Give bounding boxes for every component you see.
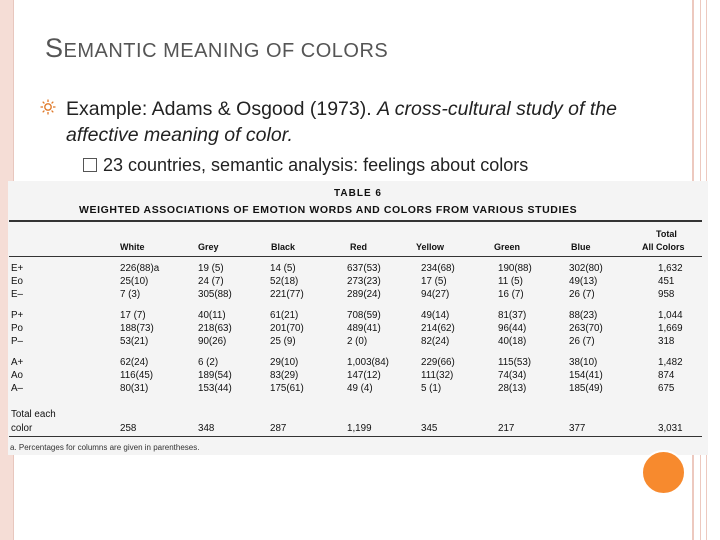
table-cell: 1,669 xyxy=(658,323,683,334)
table-cell: 29(10) xyxy=(270,357,299,368)
table-rule xyxy=(9,256,702,257)
row-label: A– xyxy=(11,383,23,394)
table-cell: 637(53) xyxy=(347,263,381,274)
header-total: Total xyxy=(656,229,677,239)
row-label: P+ xyxy=(11,310,24,321)
checkbox-bullet-icon xyxy=(83,158,97,172)
table-cell: 226(88)a xyxy=(120,263,160,274)
table-cell: 190(88) xyxy=(498,263,532,274)
table-cell: 17 (5) xyxy=(421,276,447,287)
header-white: White xyxy=(120,242,145,252)
total-cell: 217 xyxy=(498,423,515,434)
table-cell: 61(21) xyxy=(270,310,299,321)
table-cell: 218(63) xyxy=(198,323,232,334)
table-cell: 214(62) xyxy=(421,323,455,334)
table-cell: 53(21) xyxy=(120,336,149,347)
table-cell: 49 (4) xyxy=(347,383,373,394)
sub-bullet-text: 23 countries, semantic analysis: feelings about colors xyxy=(103,155,529,175)
row-label: P– xyxy=(11,336,23,347)
table-cell: 305(88) xyxy=(198,289,232,300)
table-cell: 38(10) xyxy=(569,357,598,368)
table-cell: 96(44) xyxy=(498,323,527,334)
table-number: TABLE 6 xyxy=(334,188,382,199)
table-cell: 5 (1) xyxy=(421,383,442,394)
total-label: Total each xyxy=(11,409,56,420)
table-cell: 2 (0) xyxy=(347,336,368,347)
total-cell: 258 xyxy=(120,423,137,434)
table-cell: 90(26) xyxy=(198,336,227,347)
table-cell: 115(53) xyxy=(498,357,532,368)
table-cell: 28(13) xyxy=(498,383,527,394)
table-cell: 708(59) xyxy=(347,310,381,321)
table-rule xyxy=(9,221,702,222)
table-cell: 273(23) xyxy=(347,276,381,287)
table-image xyxy=(8,181,708,455)
slide-title xyxy=(45,33,388,64)
table-cell: 874 xyxy=(658,370,675,381)
title-rest: EMANTIC MEANING OF COLORS xyxy=(63,40,389,62)
table-cell: 26 (7) xyxy=(569,289,595,300)
total-label-color: color xyxy=(11,423,33,434)
table-cell: 81(37) xyxy=(498,310,527,321)
table-cell: 229(66) xyxy=(421,357,455,368)
total-cell: 287 xyxy=(270,423,287,434)
header-yellow: Yellow xyxy=(416,242,445,252)
table-cell: 318 xyxy=(658,336,675,347)
row-label: E+ xyxy=(11,263,24,274)
header-black: Black xyxy=(271,242,296,252)
table-footnote: a. Percentages for columns are given in parentheses. xyxy=(10,443,200,452)
table-cell: 189(54) xyxy=(198,370,232,381)
table-cell: 94(27) xyxy=(421,289,450,300)
table-cell: 83(29) xyxy=(270,370,299,381)
header-blue: Blue xyxy=(571,242,591,252)
table-cell: 221(77) xyxy=(270,289,304,300)
table-cell: 6 (2) xyxy=(198,357,219,368)
table-cell: 289(24) xyxy=(347,289,381,300)
table-cell: 175(61) xyxy=(270,383,304,394)
table-cell: 80(31) xyxy=(120,383,149,394)
table-cell: 25 (9) xyxy=(270,336,296,347)
table-cell: 19 (5) xyxy=(198,263,224,274)
bullet-text xyxy=(66,96,646,148)
table-cell: 451 xyxy=(658,276,675,287)
table-cell: 40(18) xyxy=(498,336,527,347)
row-label: Ao xyxy=(11,370,23,381)
table-cell: 489(41) xyxy=(347,323,381,334)
bullet-study-title: A cross-cultural study of the affective meaning of color. xyxy=(66,98,617,146)
table-cell: 188(73) xyxy=(120,323,154,334)
table-cell: 74(34) xyxy=(498,370,527,381)
table-cell: 1,482 xyxy=(658,357,683,368)
total-cell: 3,031 xyxy=(658,423,683,434)
header-grey: Grey xyxy=(198,242,219,252)
table-cell: 675 xyxy=(658,383,675,394)
table-cell: 49(14) xyxy=(421,310,450,321)
table-cell: 958 xyxy=(658,289,675,300)
table-cell: 201(70) xyxy=(270,323,304,334)
decorative-orange-circle xyxy=(641,450,686,495)
table-cell: 11 (5) xyxy=(498,276,523,287)
header-green: Green xyxy=(494,242,521,252)
table-cell: 82(24) xyxy=(421,336,450,347)
table-rule xyxy=(9,436,702,437)
table-cell: 25(10) xyxy=(120,276,149,287)
table-cell: 62(24) xyxy=(120,357,149,368)
table-cell: 111(32) xyxy=(421,370,454,381)
table-cell: 263(70) xyxy=(569,323,603,334)
total-cell: 345 xyxy=(421,423,438,434)
bullet-citation: Example: Adams & Osgood (1973). xyxy=(66,98,378,120)
table-cell: 302(80) xyxy=(569,263,603,274)
table-cell: 153(44) xyxy=(198,383,232,394)
sub-bullet-item xyxy=(83,155,528,176)
table-cell: 14 (5) xyxy=(270,263,296,274)
title-initial: S xyxy=(45,33,64,63)
table-cell: 7 (3) xyxy=(120,289,141,300)
table-cell: 17 (7) xyxy=(120,310,146,321)
table-cell: 52(18) xyxy=(270,276,299,287)
row-label: A+ xyxy=(11,357,24,368)
header-red: Red xyxy=(350,242,368,252)
table-cell: 16 (7) xyxy=(498,289,524,300)
table-cell: 154(41) xyxy=(569,370,603,381)
table-cell: 185(49) xyxy=(569,383,603,394)
row-label: Eo xyxy=(11,276,23,287)
table-cell: 234(68) xyxy=(421,263,455,274)
table-cell: 1,003(84) xyxy=(347,357,389,368)
table-cell: 1,044 xyxy=(658,310,683,321)
total-cell: 1,199 xyxy=(347,423,372,434)
total-cell: 348 xyxy=(198,423,215,434)
row-label: E– xyxy=(11,289,23,300)
table-cell: 24 (7) xyxy=(198,276,224,287)
sun-bullet-icon xyxy=(40,99,56,115)
table-cell: 88(23) xyxy=(569,310,598,321)
table-caption: WEIGHTED ASSOCIATIONS OF EMOTION WORDS AND COLORS FROM VARIOUS STUDIES xyxy=(79,204,578,216)
table-cell: 1,632 xyxy=(658,263,683,274)
table-cell: 147(12) xyxy=(347,370,381,381)
table-cell: 49(13) xyxy=(569,276,598,287)
header-all-colors: All Colors xyxy=(642,242,685,252)
table-cell: 26 (7) xyxy=(569,336,595,347)
table-cell: 116(45) xyxy=(120,370,154,381)
table-cell: 40(11) xyxy=(198,310,226,321)
total-cell: 377 xyxy=(569,423,586,434)
row-label: Po xyxy=(11,323,23,334)
